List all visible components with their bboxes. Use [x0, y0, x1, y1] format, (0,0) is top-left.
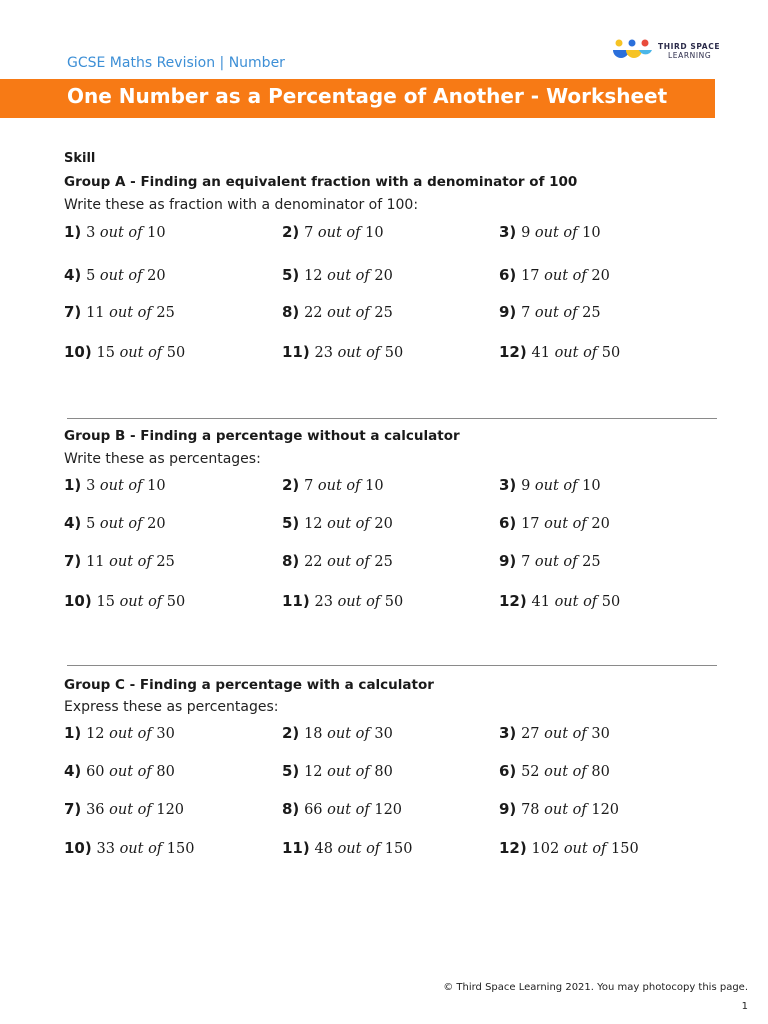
- total-value: 50: [601, 594, 621, 610]
- out-of-text: out of: [119, 345, 163, 361]
- question-item: [64, 762, 175, 780]
- question-expression: [86, 554, 175, 570]
- question-number: 1): [64, 724, 82, 742]
- total-value: 10: [582, 225, 601, 241]
- question-number: 2): [282, 724, 300, 742]
- question-expression: [521, 516, 610, 532]
- question-item: [282, 592, 403, 610]
- out-of-text: out of: [119, 594, 163, 610]
- numerator-value: 12: [304, 764, 323, 780]
- question-expression: [304, 516, 393, 532]
- numerator-value: 12: [86, 726, 105, 742]
- question-number: 7): [64, 800, 82, 818]
- total-value: 30: [591, 726, 610, 742]
- out-of-text: out of: [109, 554, 152, 570]
- question-number: 5): [282, 266, 300, 284]
- total-value: 150: [384, 841, 413, 857]
- question-expression: [304, 225, 384, 241]
- question-number: 3): [499, 724, 517, 742]
- page-number: 1: [741, 1001, 748, 1012]
- question-number: 12): [499, 839, 527, 857]
- total-value: 50: [384, 594, 404, 610]
- numerator-value: 52: [521, 764, 540, 780]
- question-expression: [86, 764, 175, 780]
- question-number: 3): [499, 476, 517, 494]
- out-of-text: out of: [99, 478, 143, 494]
- numerator-value: 48: [314, 841, 333, 857]
- logo-line2: LEARNING: [668, 51, 712, 60]
- logo-mark-icon: [610, 36, 654, 66]
- out-of-text: out of: [109, 305, 152, 321]
- numerator-value: 17: [521, 516, 540, 532]
- numerator-value: 18: [304, 726, 323, 742]
- question-item: [282, 552, 393, 570]
- question-item: [64, 552, 175, 570]
- total-value: 10: [147, 225, 166, 241]
- question-number: 10): [64, 343, 92, 361]
- question-number: 11): [282, 839, 310, 857]
- question-number: 4): [64, 762, 82, 780]
- question-item: [499, 303, 601, 321]
- question-item: [64, 303, 175, 321]
- out-of-text: out of: [327, 764, 370, 780]
- total-value: 120: [591, 802, 620, 818]
- question-item: [499, 343, 620, 361]
- numerator-value: 11: [86, 305, 105, 321]
- question-number: 5): [282, 762, 300, 780]
- numerator-value: 23: [314, 345, 333, 361]
- question-expression: [86, 726, 175, 742]
- title-banner: [0, 79, 715, 118]
- group-instruction: Express these as percentages:: [64, 699, 279, 715]
- numerator-value: 7: [304, 478, 314, 494]
- total-value: 10: [365, 225, 384, 241]
- total-value: 120: [156, 802, 185, 818]
- numerator-value: 102: [531, 841, 560, 857]
- question-expression: [521, 305, 601, 321]
- numerator-value: 22: [304, 305, 323, 321]
- total-value: 20: [374, 516, 393, 532]
- question-number: 10): [64, 839, 92, 857]
- numerator-value: 3: [86, 478, 96, 494]
- group-instruction: Write these as percentages:: [64, 451, 261, 467]
- skill-label: Skill: [64, 151, 96, 166]
- out-of-text: out of: [327, 554, 370, 570]
- question-expression: [304, 554, 393, 570]
- out-of-text: out of: [317, 225, 361, 241]
- question-expression: [521, 802, 619, 818]
- out-of-text: out of: [327, 802, 370, 818]
- question-item: [64, 800, 184, 818]
- numerator-value: 66: [304, 802, 323, 818]
- numerator-value: 17: [521, 268, 540, 284]
- question-number: 11): [282, 592, 310, 610]
- question-item: [64, 343, 185, 361]
- third-space-learning-logo: [610, 36, 730, 66]
- question-number: 1): [64, 476, 82, 494]
- out-of-text: out of: [544, 726, 587, 742]
- numerator-value: 7: [521, 305, 531, 321]
- out-of-text: out of: [337, 345, 381, 361]
- question-number: 7): [64, 303, 82, 321]
- question-expression: [86, 516, 166, 532]
- question-expression: [304, 802, 402, 818]
- question-number: 11): [282, 343, 310, 361]
- total-value: 25: [374, 554, 393, 570]
- question-item: [499, 552, 601, 570]
- numerator-value: 23: [314, 594, 333, 610]
- question-expression: [521, 554, 601, 570]
- question-item: [64, 724, 175, 742]
- numerator-value: 5: [86, 516, 96, 532]
- numerator-value: 11: [86, 554, 105, 570]
- group-title: Group A - Finding an equivalent fraction with a denominator of 100: [64, 174, 578, 190]
- out-of-text: out of: [534, 305, 578, 321]
- total-value: 50: [166, 345, 186, 361]
- total-value: 150: [611, 841, 639, 857]
- total-value: 120: [374, 802, 403, 818]
- question-number: 6): [499, 266, 517, 284]
- out-of-text: out of: [327, 268, 370, 284]
- question-expression: [304, 478, 384, 494]
- out-of-text: out of: [563, 841, 607, 857]
- question-expression: [532, 594, 621, 610]
- question-number: 9): [499, 800, 517, 818]
- out-of-text: out of: [544, 802, 587, 818]
- question-expression: [315, 841, 413, 857]
- out-of-text: out of: [99, 268, 143, 284]
- question-item: [64, 476, 166, 494]
- total-value: 25: [582, 305, 601, 321]
- total-value: 20: [591, 268, 610, 284]
- question-expression: [86, 478, 166, 494]
- question-expression: [521, 478, 601, 494]
- total-value: 10: [365, 478, 384, 494]
- numerator-value: 3: [86, 225, 96, 241]
- question-number: 6): [499, 514, 517, 532]
- question-item: [499, 514, 610, 532]
- question-item: [499, 223, 601, 241]
- out-of-text: out of: [109, 802, 152, 818]
- total-value: 10: [582, 478, 601, 494]
- question-item: [282, 514, 393, 532]
- numerator-value: 36: [86, 802, 105, 818]
- question-number: 9): [499, 303, 517, 321]
- total-value: 50: [384, 345, 404, 361]
- out-of-text: out of: [119, 841, 163, 857]
- numerator-value: 41: [531, 345, 550, 361]
- out-of-text: out of: [544, 268, 587, 284]
- out-of-text: out of: [317, 478, 361, 494]
- question-number: 5): [282, 514, 300, 532]
- question-item: [64, 266, 166, 284]
- total-value: 25: [156, 554, 175, 570]
- total-value: 30: [156, 726, 175, 742]
- out-of-text: out of: [554, 594, 598, 610]
- question-expression: [97, 345, 186, 361]
- question-expression: [315, 345, 404, 361]
- question-expression: [97, 594, 186, 610]
- question-expression: [315, 594, 404, 610]
- question-item: [282, 724, 393, 742]
- question-item: [282, 223, 384, 241]
- question-expression: [304, 305, 393, 321]
- question-expression: [86, 268, 166, 284]
- out-of-text: out of: [544, 516, 587, 532]
- out-of-text: out of: [337, 594, 381, 610]
- numerator-value: 27: [521, 726, 540, 742]
- question-item: [282, 343, 403, 361]
- out-of-text: out of: [337, 841, 381, 857]
- out-of-text: out of: [554, 345, 598, 361]
- numerator-value: 12: [304, 516, 323, 532]
- numerator-value: 7: [521, 554, 531, 570]
- question-expression: [304, 726, 393, 742]
- question-number: 8): [282, 303, 300, 321]
- out-of-text: out of: [109, 764, 152, 780]
- out-of-text: out of: [534, 478, 578, 494]
- total-value: 20: [374, 268, 393, 284]
- logo-text: [658, 42, 720, 60]
- question-item: [282, 839, 412, 857]
- total-value: 50: [166, 594, 186, 610]
- numerator-value: 7: [304, 225, 314, 241]
- numerator-value: 15: [96, 345, 115, 361]
- question-item: [282, 762, 393, 780]
- numerator-value: 12: [304, 268, 323, 284]
- total-value: 25: [582, 554, 601, 570]
- group-title: Group B - Finding a percentage without a calculator: [64, 428, 460, 444]
- section-divider: [67, 665, 717, 666]
- question-item: [499, 592, 620, 610]
- out-of-text: out of: [99, 516, 143, 532]
- question-number: 6): [499, 762, 517, 780]
- question-item: [499, 800, 619, 818]
- total-value: 25: [156, 305, 175, 321]
- out-of-text: out of: [327, 305, 370, 321]
- question-item: [64, 223, 166, 241]
- question-item: [499, 839, 639, 857]
- header-subtitle: GCSE Maths Revision | Number: [67, 55, 285, 71]
- question-item: [499, 266, 610, 284]
- numerator-value: 15: [96, 594, 115, 610]
- numerator-value: 5: [86, 268, 96, 284]
- total-value: 20: [147, 516, 166, 532]
- question-expression: [521, 225, 601, 241]
- question-expression: [86, 305, 175, 321]
- total-value: 20: [591, 516, 610, 532]
- out-of-text: out of: [99, 225, 143, 241]
- numerator-value: 22: [304, 554, 323, 570]
- question-number: 1): [64, 223, 82, 241]
- footer-copyright: © Third Space Learning 2021. You may photocopy this page.: [443, 982, 748, 993]
- question-number: 4): [64, 514, 82, 532]
- numerator-value: 60: [86, 764, 105, 780]
- question-number: 2): [282, 223, 300, 241]
- question-expression: [532, 841, 639, 857]
- out-of-text: out of: [327, 726, 370, 742]
- question-number: 8): [282, 800, 300, 818]
- logo-line1: THIRD SPACE: [658, 42, 721, 51]
- out-of-text: out of: [534, 554, 578, 570]
- total-value: 30: [374, 726, 393, 742]
- page-title: One Number as a Percentage of Another - Worksheet: [67, 84, 668, 108]
- numerator-value: 33: [96, 841, 115, 857]
- total-value: 80: [591, 764, 610, 780]
- question-item: [282, 303, 393, 321]
- total-value: 50: [601, 345, 621, 361]
- question-expression: [304, 268, 393, 284]
- question-number: 7): [64, 552, 82, 570]
- question-item: [282, 800, 402, 818]
- question-number: 10): [64, 592, 92, 610]
- out-of-text: out of: [109, 726, 152, 742]
- total-value: 10: [147, 478, 166, 494]
- question-number: 3): [499, 223, 517, 241]
- question-expression: [521, 268, 610, 284]
- question-item: [64, 839, 194, 857]
- question-number: 2): [282, 476, 300, 494]
- question-item: [282, 266, 393, 284]
- numerator-value: 78: [521, 802, 540, 818]
- total-value: 25: [374, 305, 393, 321]
- question-expression: [521, 764, 610, 780]
- section-divider: [67, 418, 717, 419]
- question-number: 9): [499, 552, 517, 570]
- question-number: 8): [282, 552, 300, 570]
- numerator-value: 41: [531, 594, 550, 610]
- question-item: [499, 762, 610, 780]
- numerator-value: 9: [521, 225, 531, 241]
- question-expression: [97, 841, 195, 857]
- question-expression: [86, 225, 166, 241]
- question-expression: [521, 726, 610, 742]
- group-instruction: Write these as fraction with a denominator of 100:: [64, 197, 419, 213]
- question-expression: [304, 764, 393, 780]
- question-number: 4): [64, 266, 82, 284]
- total-value: 20: [147, 268, 166, 284]
- question-item: [499, 724, 610, 742]
- numerator-value: 9: [521, 478, 531, 494]
- out-of-text: out of: [327, 516, 370, 532]
- group-title: Group C - Finding a percentage with a calculator: [64, 677, 434, 693]
- question-number: 12): [499, 592, 527, 610]
- out-of-text: out of: [544, 764, 587, 780]
- question-item: [282, 476, 384, 494]
- total-value: 80: [156, 764, 175, 780]
- question-expression: [86, 802, 184, 818]
- question-expression: [532, 345, 621, 361]
- question-item: [64, 514, 166, 532]
- total-value: 80: [374, 764, 393, 780]
- question-item: [64, 592, 185, 610]
- out-of-text: out of: [534, 225, 578, 241]
- question-item: [499, 476, 601, 494]
- total-value: 150: [166, 841, 195, 857]
- question-number: 12): [499, 343, 527, 361]
